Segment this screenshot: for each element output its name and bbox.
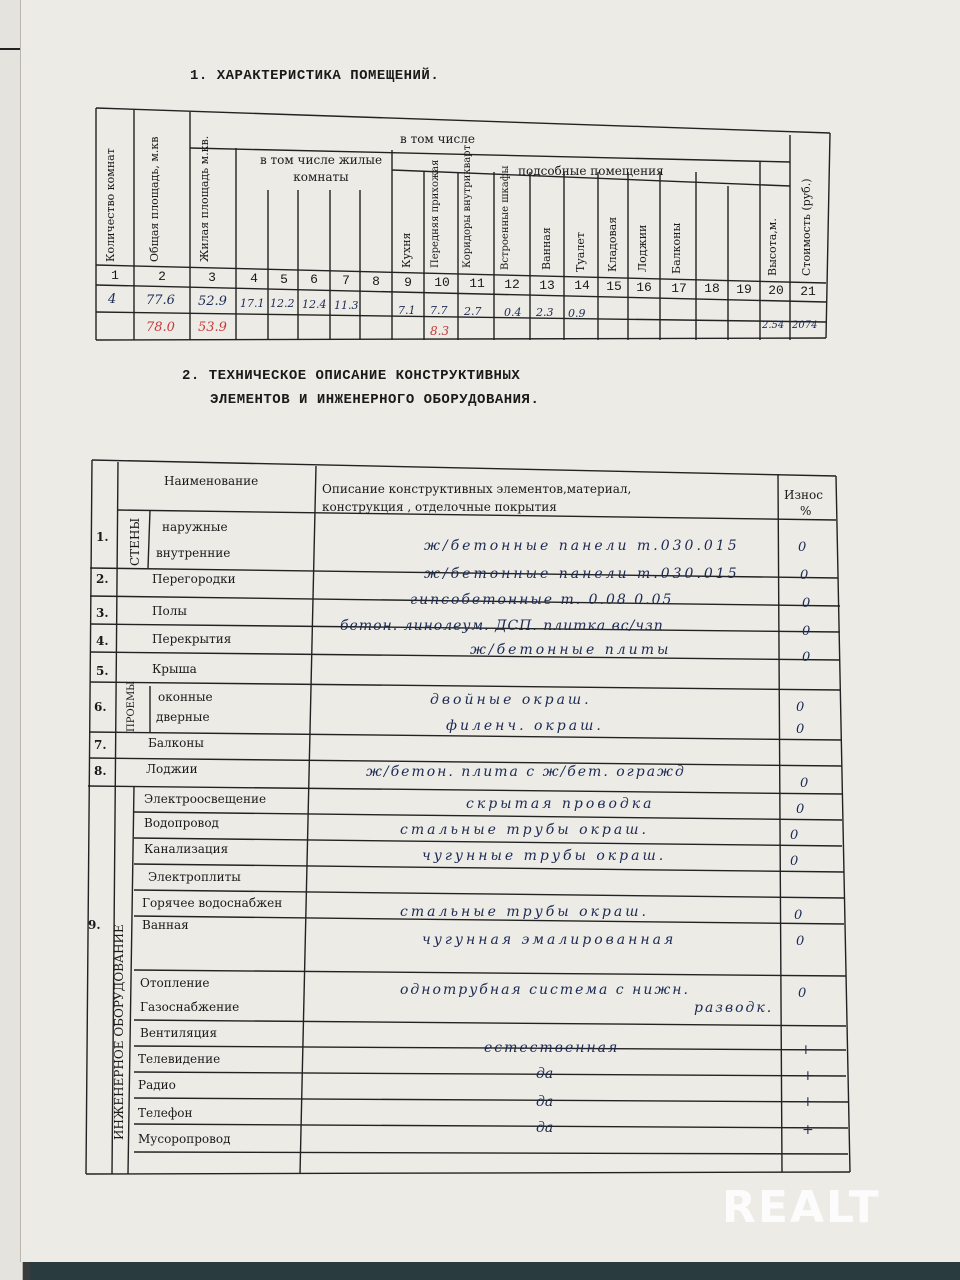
val-room-b: 12.2 bbox=[270, 297, 295, 310]
row-wear: 0 bbox=[794, 908, 803, 923]
row-wear: + bbox=[802, 1122, 814, 1138]
vh-closets: Встроенные шкафы bbox=[500, 165, 511, 270]
row-no: 8. bbox=[94, 764, 107, 778]
row-desc: ж/бетон. плита с ж/бет. огражд bbox=[366, 764, 686, 780]
val-kitchen: 7.1 bbox=[398, 304, 416, 317]
row-wear: 0 bbox=[796, 722, 805, 737]
row-name: Полы bbox=[152, 604, 187, 618]
vh-height: Высота,м. bbox=[766, 218, 779, 276]
header-name: Наименование bbox=[164, 474, 259, 488]
colnum-3: 3 bbox=[208, 270, 216, 285]
val-room-c: 12.4 bbox=[302, 298, 327, 311]
val-toilet: 0.9 bbox=[568, 307, 586, 320]
row-no: 5. bbox=[96, 664, 109, 678]
row-desc: чугунные трубы окраш. bbox=[422, 848, 667, 864]
colnum-1: 1 bbox=[111, 268, 119, 283]
row-wear: + bbox=[802, 1068, 814, 1084]
row-wear: 0 bbox=[790, 828, 799, 843]
row-wear: + bbox=[802, 1094, 814, 1110]
row-name: Перегородки bbox=[152, 572, 236, 586]
row-wear: 0 bbox=[796, 700, 805, 715]
row-wear: 0 bbox=[798, 540, 807, 555]
row-wear: 0 bbox=[796, 934, 805, 949]
row-name: Отопление bbox=[140, 976, 210, 990]
row-name: Мусоропровод bbox=[138, 1132, 231, 1146]
row-name: Перекрытия bbox=[152, 632, 232, 646]
openings-label: ПРОЕМЫ bbox=[126, 680, 137, 732]
colnum-8: 8 bbox=[372, 274, 380, 289]
colnum-11: 11 bbox=[469, 276, 485, 291]
val2-height: 2.54 bbox=[762, 320, 785, 331]
header-desc-2: конструкция , отделочные покрытия bbox=[322, 500, 557, 514]
vh-loggia: Лоджии bbox=[636, 224, 649, 272]
colnum-9: 9 bbox=[404, 275, 412, 290]
row-name: Газоснабжение bbox=[140, 1000, 240, 1014]
row-name: Горячее водоснабжен bbox=[142, 896, 283, 910]
colnum-17: 17 bbox=[671, 281, 687, 296]
val-room-a: 17.1 bbox=[240, 297, 265, 310]
row-name: Радио bbox=[138, 1078, 176, 1092]
val-closets: 0.4 bbox=[504, 306, 522, 319]
row-name: Лоджии bbox=[146, 762, 198, 776]
vh-corridor: Коридоры внутрикварт bbox=[462, 144, 473, 268]
colnum-15: 15 bbox=[606, 279, 622, 294]
row-wear: 0 bbox=[802, 596, 811, 611]
row-no: 7. bbox=[94, 738, 107, 752]
row-desc: да bbox=[536, 1120, 554, 1136]
colnum-7: 7 bbox=[342, 273, 350, 288]
row-desc: ж/бетонные плиты bbox=[470, 642, 672, 658]
section2-title-line1: 2. ТЕХНИЧЕСКОЕ ОПИСАНИЕ КОНСТРУКТИВНЫХ bbox=[182, 368, 521, 384]
row-wear: 0 bbox=[800, 776, 809, 791]
row-desc: стальные трубы окраш. bbox=[400, 904, 649, 920]
row-no: 3. bbox=[96, 606, 109, 620]
row-name: Ванная bbox=[142, 918, 189, 932]
colnum-21: 21 bbox=[800, 284, 816, 299]
vh-cost: Стоимость (руб.) bbox=[800, 178, 813, 276]
walls-label: СТЕНЫ bbox=[128, 517, 142, 566]
colnum-5: 5 bbox=[280, 272, 288, 287]
row-name: наружные bbox=[162, 520, 228, 534]
val-rooms: 4 bbox=[108, 292, 117, 307]
row-wear: 0 bbox=[790, 854, 799, 869]
row-name: Вентиляция bbox=[140, 1026, 218, 1040]
colnum-19: 19 bbox=[736, 282, 752, 297]
row-wear: 0 bbox=[796, 802, 805, 817]
row-no: 4. bbox=[96, 634, 109, 648]
row-desc: филенч. окраш. bbox=[446, 718, 604, 734]
val-bath: 2.3 bbox=[536, 306, 554, 319]
val-total-area: 77.6 bbox=[146, 293, 175, 308]
colnum-4: 4 bbox=[250, 271, 258, 286]
row-desc: разводк. bbox=[694, 1000, 774, 1016]
row-no: 1. bbox=[96, 530, 109, 544]
row-desc: да bbox=[536, 1066, 554, 1082]
colnum-20: 20 bbox=[768, 283, 784, 298]
vh-bath: Ванная bbox=[540, 227, 553, 270]
row-desc: чугунная эмалированная bbox=[422, 932, 677, 948]
row-no: 2. bbox=[96, 572, 109, 586]
val2-cost: 2074 bbox=[792, 320, 818, 331]
vh-toilet: Туалет bbox=[574, 232, 587, 272]
val2-living-area: 53.9 bbox=[198, 320, 227, 335]
row-desc: ж/бетонные панели т.030.015 bbox=[424, 566, 740, 582]
header-in-total: в том числе bbox=[400, 132, 475, 146]
row-name: оконные bbox=[158, 690, 213, 704]
val-corridor: 2.7 bbox=[464, 305, 482, 318]
row-wear: 0 bbox=[798, 986, 807, 1001]
row-desc: ж/бетонные панели т.030.015 bbox=[424, 538, 740, 554]
val2-total-area: 78.0 bbox=[146, 320, 175, 335]
vh-total-area: Общая площадь, м.кв bbox=[148, 136, 161, 262]
engineering-label: ИНЖЕНЕРНОЕ ОБОРУДОВАНИЕ bbox=[112, 924, 126, 1140]
row-name: Электроосвещение bbox=[144, 792, 267, 806]
colnum-16: 16 bbox=[636, 280, 652, 295]
header-living-rooms: в том числе жилые комнаты bbox=[259, 153, 383, 184]
row-desc: естественная bbox=[484, 1040, 620, 1056]
row-no: 6. bbox=[94, 700, 107, 714]
header-desc-1: Описание конструктивных элементов,материал, bbox=[322, 482, 632, 496]
realt-watermark-logo: REALT bbox=[722, 1182, 881, 1233]
row-name: Электроплиты bbox=[148, 870, 241, 884]
row-desc: двойные окраш. bbox=[430, 692, 592, 708]
row-wear: + bbox=[800, 1042, 812, 1058]
row-name: Канализация bbox=[144, 842, 229, 856]
vh-rooms: Количество комнат bbox=[104, 148, 117, 262]
colnum-2: 2 bbox=[158, 269, 166, 284]
colnum-14: 14 bbox=[574, 278, 590, 293]
row-no: 9. bbox=[88, 918, 101, 932]
header-wear-2: % bbox=[800, 504, 812, 518]
row-wear: 0 bbox=[800, 568, 809, 583]
vh-pantry: Кладовая bbox=[606, 216, 619, 272]
row-wear: 0 bbox=[802, 650, 811, 665]
val-hall: 7.7 bbox=[430, 304, 448, 317]
vh-balcony: Балконы bbox=[670, 222, 683, 274]
vh-kitchen: Кухня bbox=[400, 232, 413, 268]
row-name: Телефон bbox=[138, 1106, 193, 1120]
colnum-18: 18 bbox=[704, 281, 720, 296]
row-name: Телевидение bbox=[138, 1052, 221, 1066]
val-living-area: 52.9 bbox=[198, 294, 227, 309]
header-wear-1: Износ bbox=[784, 488, 823, 502]
row-name: Балконы bbox=[148, 736, 204, 750]
vh-hall: Передняя прихожая bbox=[430, 159, 441, 268]
row-desc: гипсобетонные т. 0.08 0.05 bbox=[410, 592, 674, 608]
colnum-10: 10 bbox=[434, 275, 450, 290]
row-name: Водопровод bbox=[144, 816, 219, 830]
val-room-d: 11.3 bbox=[334, 299, 359, 312]
row-desc: да bbox=[536, 1094, 554, 1110]
colnum-6: 6 bbox=[310, 272, 318, 287]
row-name: Крыша bbox=[152, 662, 197, 676]
row-desc: однотрубная система с нижн. bbox=[400, 982, 690, 998]
colnum-13: 13 bbox=[539, 278, 555, 293]
colnum-12: 12 bbox=[504, 277, 520, 292]
row-name: внутренние bbox=[156, 546, 231, 560]
row-wear: 0 bbox=[802, 624, 811, 639]
vh-living-area: Жилая площадь м.кв. bbox=[198, 135, 211, 262]
header-aux: подсобные помещения bbox=[518, 164, 664, 178]
section1-title: 1. ХАРАКТЕРИСТИКА ПОМЕЩЕНИЙ. bbox=[190, 68, 440, 84]
row-desc: стальные трубы окраш. bbox=[400, 822, 649, 838]
section2-title-line2: ЭЛЕМЕНТОВ И ИНЖЕНЕРНОГО ОБОРУДОВАНИЯ. bbox=[210, 392, 540, 408]
val2-hall: 8.3 bbox=[430, 324, 450, 338]
row-name: дверные bbox=[156, 710, 210, 724]
row-desc: бетон. линолеум. ДСП. плитка вс/чзп bbox=[340, 618, 664, 634]
row-desc: скрытая проводка bbox=[466, 796, 655, 812]
